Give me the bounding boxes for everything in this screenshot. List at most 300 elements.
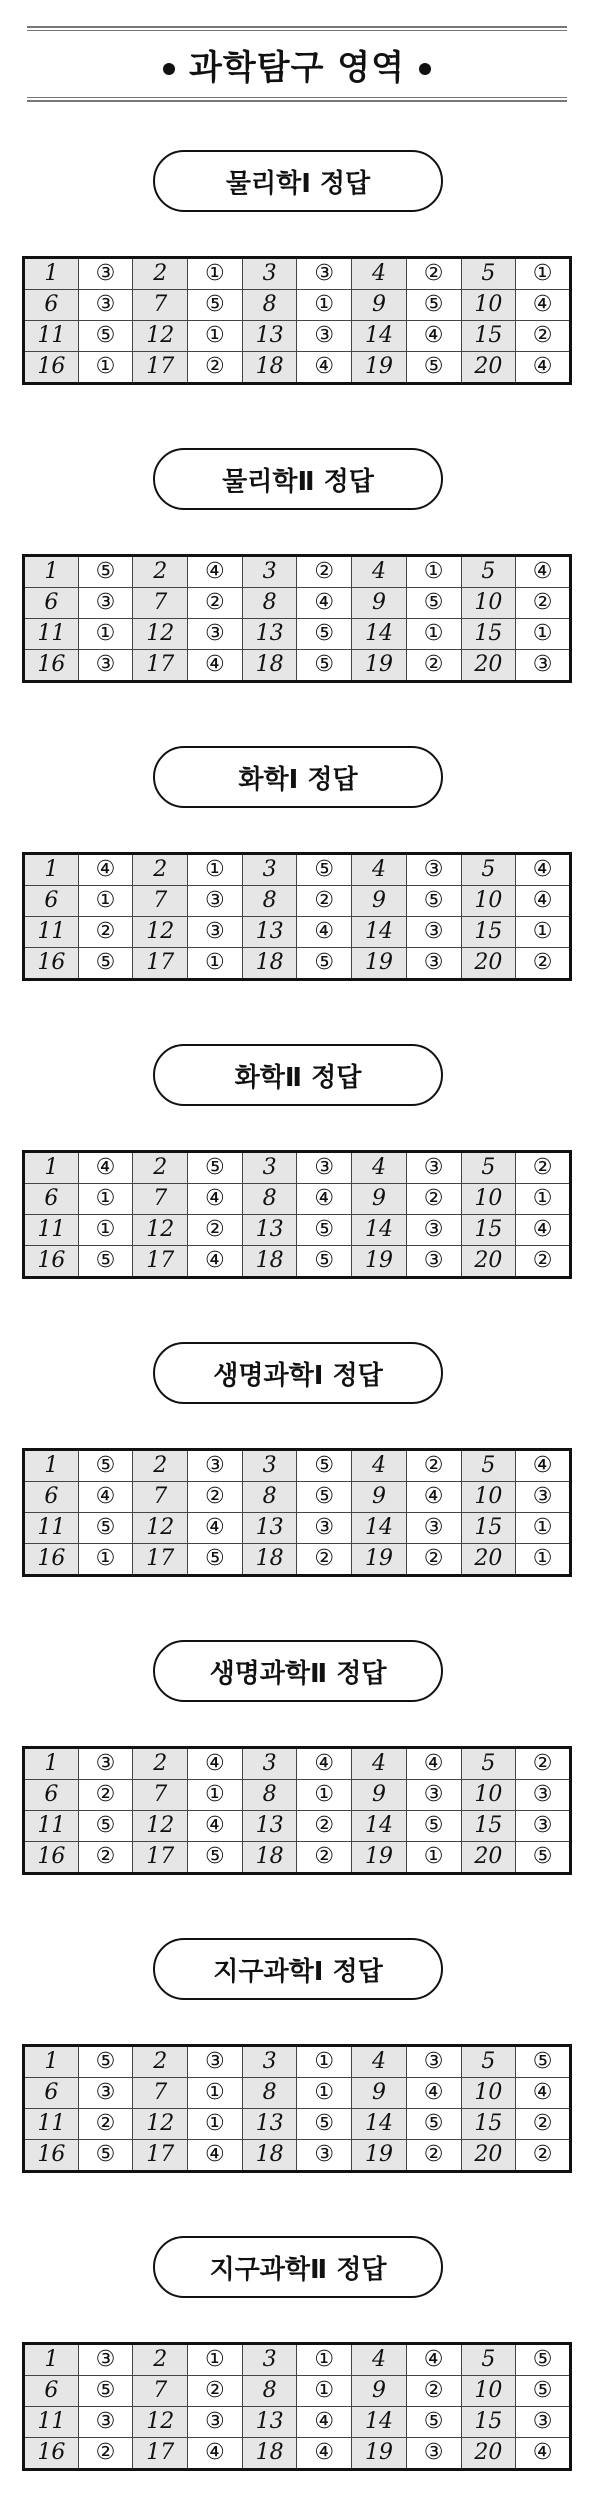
answer-mark: ③: [78, 258, 133, 290]
answer-mark: ①: [78, 1184, 133, 1215]
question-number: 16: [24, 2140, 79, 2172]
question-number: 1: [24, 2046, 79, 2078]
question-number: 11: [24, 917, 79, 948]
answer-mark: ①: [297, 290, 352, 321]
answer-mark: ⑤: [297, 2109, 352, 2140]
answer-mark: ③: [78, 2078, 133, 2109]
question-number: 10: [461, 1482, 516, 1513]
answer-mark: ①: [188, 854, 243, 886]
question-number: 8: [242, 1780, 297, 1811]
answer-mark: ③: [406, 2438, 461, 2470]
question-number: 2: [133, 1152, 188, 1184]
answer-mark: ⑤: [188, 1544, 243, 1576]
header-rule-bottom-inner: [27, 97, 567, 98]
answer-mark: ⑤: [188, 1152, 243, 1184]
table-row: [24, 321, 571, 352]
question-number: 8: [242, 886, 297, 917]
answer-mark: ①: [297, 2376, 352, 2407]
table-row: [24, 650, 571, 682]
question-number: 5: [461, 1748, 516, 1780]
question-number: 16: [24, 2438, 79, 2470]
question-number: 11: [24, 619, 79, 650]
answer-mark: ④: [516, 2078, 571, 2109]
answer-mark: ③: [516, 1482, 571, 1513]
table-row: [24, 948, 571, 980]
question-number: 19: [352, 352, 407, 384]
question-number: 13: [242, 619, 297, 650]
question-number: 4: [352, 2344, 407, 2376]
answer-mark: ②: [406, 1184, 461, 1215]
answer-mark: ②: [188, 1215, 243, 1246]
answer-mark: ④: [188, 556, 243, 588]
answer-mark: ④: [188, 2438, 243, 2470]
question-number: 19: [352, 650, 407, 682]
answer-mark: ③: [516, 1811, 571, 1842]
question-number: 20: [461, 352, 516, 384]
table-row: [24, 352, 571, 384]
answer-mark: ③: [406, 1152, 461, 1184]
header-rule-top-inner: [27, 30, 567, 31]
question-number: 17: [133, 2140, 188, 2172]
answer-mark: ④: [78, 1152, 133, 1184]
answer-table: [22, 2342, 572, 2471]
answer-mark: ③: [188, 1450, 243, 1482]
question-number: 15: [461, 1513, 516, 1544]
question-number: 11: [24, 1215, 79, 1246]
table-row: [24, 2344, 571, 2376]
answer-mark: ①: [188, 2344, 243, 2376]
page-header: [27, 26, 567, 102]
answer-mark: ⑤: [78, 2376, 133, 2407]
answer-mark: ②: [406, 1450, 461, 1482]
answer-mark: ①: [297, 2078, 352, 2109]
table-row: [24, 1482, 571, 1513]
answer-mark: ⑤: [78, 1513, 133, 1544]
answer-mark: ②: [516, 2140, 571, 2172]
question-number: 12: [133, 321, 188, 352]
question-number: 5: [461, 556, 516, 588]
table-row: [24, 2109, 571, 2140]
question-number: 6: [24, 2376, 79, 2407]
table-row: [24, 1780, 571, 1811]
answer-mark: ④: [516, 2438, 571, 2470]
answer-mark: ③: [188, 2407, 243, 2438]
answer-mark: ⑤: [406, 886, 461, 917]
question-number: 3: [242, 556, 297, 588]
question-number: 8: [242, 2376, 297, 2407]
table-row: [24, 917, 571, 948]
answer-mark: ③: [297, 2140, 352, 2172]
question-number: 20: [461, 2140, 516, 2172]
question-number: 10: [461, 2376, 516, 2407]
question-number: 13: [242, 917, 297, 948]
table-row: [24, 854, 571, 886]
answer-mark: ③: [188, 619, 243, 650]
question-number: 3: [242, 258, 297, 290]
answer-mark: ②: [188, 1482, 243, 1513]
answer-mark: ③: [297, 321, 352, 352]
question-number: 6: [24, 1184, 79, 1215]
answer-mark: ③: [406, 1513, 461, 1544]
question-number: 18: [242, 1246, 297, 1278]
answer-mark: ①: [297, 2046, 352, 2078]
answer-mark: ⑤: [78, 1811, 133, 1842]
answer-mark: ⑤: [188, 1842, 243, 1874]
answer-mark: ④: [516, 556, 571, 588]
answer-mark: ①: [78, 619, 133, 650]
table-row: [24, 258, 571, 290]
question-number: 6: [24, 1780, 79, 1811]
question-number: 15: [461, 321, 516, 352]
answer-mark: ④: [516, 290, 571, 321]
question-number: 12: [133, 619, 188, 650]
answer-mark: ②: [516, 1748, 571, 1780]
answer-mark: ⑤: [78, 321, 133, 352]
question-number: 17: [133, 948, 188, 980]
question-number: 16: [24, 1544, 79, 1576]
answer-mark: ①: [188, 321, 243, 352]
answer-mark: ⑤: [516, 1842, 571, 1874]
question-number: 13: [242, 1513, 297, 1544]
question-number: 2: [133, 2344, 188, 2376]
section-title: 물리학Ⅱ 정답: [153, 448, 443, 510]
question-number: 14: [352, 917, 407, 948]
answer-mark: ③: [78, 650, 133, 682]
answer-mark: ①: [516, 1544, 571, 1576]
answer-mark: ⑤: [188, 290, 243, 321]
question-number: 16: [24, 948, 79, 980]
answer-mark: ②: [297, 556, 352, 588]
section-title: 생명과학Ⅱ 정답: [153, 1640, 443, 1702]
question-number: 20: [461, 2438, 516, 2470]
question-number: 11: [24, 2109, 79, 2140]
question-number: 15: [461, 917, 516, 948]
question-number: 7: [133, 2376, 188, 2407]
question-number: 6: [24, 290, 79, 321]
question-number: 2: [133, 1748, 188, 1780]
answer-mark: ④: [188, 2140, 243, 2172]
answer-mark: ②: [297, 1544, 352, 1576]
answer-mark: ④: [297, 2407, 352, 2438]
answer-table: [22, 1448, 572, 1577]
question-number: 17: [133, 1246, 188, 1278]
question-number: 5: [461, 2344, 516, 2376]
question-number: 5: [461, 854, 516, 886]
question-number: 4: [352, 1748, 407, 1780]
question-number: 13: [242, 2109, 297, 2140]
answer-mark: ①: [516, 619, 571, 650]
table-row: [24, 1246, 571, 1278]
header-rule-top: [27, 26, 567, 28]
answer-mark: ⑤: [406, 2109, 461, 2140]
question-number: 1: [24, 1450, 79, 1482]
question-number: 16: [24, 1842, 79, 1874]
question-number: 15: [461, 1811, 516, 1842]
answer-mark: ④: [78, 854, 133, 886]
question-number: 4: [352, 556, 407, 588]
question-number: 9: [352, 1184, 407, 1215]
section-title: 지구과학Ⅰ 정답: [153, 1938, 443, 2000]
question-number: 15: [461, 2109, 516, 2140]
answer-mark: ④: [406, 1748, 461, 1780]
question-number: 19: [352, 1544, 407, 1576]
table-row: [24, 2438, 571, 2470]
answer-mark: ②: [297, 1842, 352, 1874]
question-number: 19: [352, 2140, 407, 2172]
answer-mark: ②: [78, 1842, 133, 1874]
question-number: 20: [461, 650, 516, 682]
question-number: 5: [461, 258, 516, 290]
question-number: 3: [242, 854, 297, 886]
question-number: 9: [352, 588, 407, 619]
table-row: [24, 556, 571, 588]
answer-mark: ③: [406, 1215, 461, 1246]
question-number: 4: [352, 258, 407, 290]
question-number: 3: [242, 1450, 297, 1482]
answer-mark: ①: [406, 556, 461, 588]
question-number: 13: [242, 321, 297, 352]
answer-mark: ⑤: [516, 2046, 571, 2078]
question-number: 17: [133, 1842, 188, 1874]
answer-mark: ③: [297, 1513, 352, 1544]
question-number: 4: [352, 1152, 407, 1184]
question-number: 15: [461, 619, 516, 650]
section-title: 화학Ⅱ 정답: [153, 1044, 443, 1106]
question-number: 19: [352, 2438, 407, 2470]
answer-mark: ⑤: [297, 1215, 352, 1246]
question-number: 19: [352, 948, 407, 980]
question-number: 4: [352, 1450, 407, 1482]
answer-mark: ①: [516, 1513, 571, 1544]
question-number: 2: [133, 1450, 188, 1482]
section-title: 화학Ⅰ 정답: [153, 746, 443, 808]
question-number: 8: [242, 290, 297, 321]
answer-mark: ③: [406, 2046, 461, 2078]
table-row: [24, 619, 571, 650]
answer-mark: ④: [516, 854, 571, 886]
question-number: 20: [461, 948, 516, 980]
question-number: 1: [24, 1152, 79, 1184]
question-number: 1: [24, 1748, 79, 1780]
answer-mark: ②: [78, 2109, 133, 2140]
question-number: 18: [242, 948, 297, 980]
table-row: [24, 1215, 571, 1246]
answer-table: [22, 852, 572, 981]
question-number: 9: [352, 1780, 407, 1811]
answer-mark: ④: [188, 650, 243, 682]
question-number: 17: [133, 1544, 188, 1576]
answer-mark: ②: [297, 886, 352, 917]
question-number: 10: [461, 2078, 516, 2109]
answer-mark: ⑤: [297, 619, 352, 650]
question-number: 6: [24, 886, 79, 917]
question-number: 13: [242, 2407, 297, 2438]
answer-mark: ①: [188, 1780, 243, 1811]
answer-mark: ⑤: [297, 1482, 352, 1513]
question-number: 18: [242, 1544, 297, 1576]
table-row: [24, 2376, 571, 2407]
table-row: [24, 1184, 571, 1215]
question-number: 1: [24, 854, 79, 886]
answer-mark: ⑤: [78, 948, 133, 980]
question-number: 11: [24, 1513, 79, 1544]
answer-mark: ④: [188, 1513, 243, 1544]
question-number: 17: [133, 352, 188, 384]
answer-mark: ①: [188, 2078, 243, 2109]
question-number: 2: [133, 556, 188, 588]
question-number: 8: [242, 2078, 297, 2109]
question-number: 10: [461, 588, 516, 619]
question-number: 7: [133, 290, 188, 321]
table-row: [24, 1842, 571, 1874]
table-row: [24, 2407, 571, 2438]
question-number: 10: [461, 1780, 516, 1811]
answer-mark: ④: [188, 1184, 243, 1215]
question-number: 14: [352, 1811, 407, 1842]
question-number: 17: [133, 2438, 188, 2470]
answer-mark: ④: [297, 1184, 352, 1215]
answer-mark: ③: [406, 1246, 461, 1278]
answer-mark: ②: [406, 2140, 461, 2172]
question-number: 19: [352, 1842, 407, 1874]
answer-table: [22, 554, 572, 683]
table-row: [24, 290, 571, 321]
answer-mark: ①: [188, 948, 243, 980]
answer-mark: ⑤: [78, 2140, 133, 2172]
answer-mark: ④: [406, 2344, 461, 2376]
answer-mark: ⑤: [78, 2046, 133, 2078]
answer-mark: ①: [516, 258, 571, 290]
answer-table: [22, 2044, 572, 2173]
answer-mark: ③: [406, 854, 461, 886]
answer-mark: ④: [406, 1482, 461, 1513]
question-number: 14: [352, 321, 407, 352]
answer-mark: ①: [297, 1780, 352, 1811]
answer-mark: ①: [516, 1184, 571, 1215]
answer-mark: ④: [406, 2078, 461, 2109]
question-number: 9: [352, 290, 407, 321]
question-number: 8: [242, 1184, 297, 1215]
question-number: 7: [133, 1780, 188, 1811]
answer-mark: ③: [516, 2407, 571, 2438]
table-row: [24, 1544, 571, 1576]
page-title: [149, 40, 445, 89]
question-number: 3: [242, 2344, 297, 2376]
answer-mark: ③: [78, 1748, 133, 1780]
question-number: 2: [133, 2046, 188, 2078]
question-number: 2: [133, 258, 188, 290]
answer-mark: ③: [188, 917, 243, 948]
question-number: 3: [242, 2046, 297, 2078]
answer-mark: ③: [188, 886, 243, 917]
answer-mark: ③: [406, 948, 461, 980]
answer-mark: ①: [78, 1215, 133, 1246]
table-row: [24, 2078, 571, 2109]
answer-mark: ②: [406, 1544, 461, 1576]
question-number: 11: [24, 321, 79, 352]
answer-table: [22, 1746, 572, 1875]
answer-mark: ④: [516, 1450, 571, 1482]
answer-mark: ②: [188, 352, 243, 384]
question-number: 19: [352, 1246, 407, 1278]
question-number: 8: [242, 588, 297, 619]
answer-mark: ⑤: [78, 1246, 133, 1278]
question-number: 5: [461, 2046, 516, 2078]
table-row: [24, 1152, 571, 1184]
answer-mark: ④: [297, 2438, 352, 2470]
question-number: 10: [461, 886, 516, 917]
answer-mark: ⑤: [297, 1246, 352, 1278]
answer-mark: ②: [78, 2438, 133, 2470]
answer-mark: ②: [188, 2376, 243, 2407]
answer-mark: ④: [188, 1748, 243, 1780]
answer-mark: ③: [516, 1780, 571, 1811]
question-number: 1: [24, 556, 79, 588]
question-number: 6: [24, 1482, 79, 1513]
answer-mark: ③: [406, 917, 461, 948]
answer-mark: ④: [516, 1215, 571, 1246]
answer-mark: ⑤: [406, 1811, 461, 1842]
question-number: 9: [352, 886, 407, 917]
answer-mark: ⑤: [516, 2344, 571, 2376]
answer-mark: ②: [188, 588, 243, 619]
table-row: [24, 886, 571, 917]
section-title: 물리학Ⅰ 정답: [153, 150, 443, 212]
answer-mark: ③: [188, 2046, 243, 2078]
answer-mark: ①: [516, 917, 571, 948]
question-number: 4: [352, 2046, 407, 2078]
question-number: 11: [24, 2407, 79, 2438]
answer-mark: ③: [78, 2344, 133, 2376]
section-title: 지구과학Ⅱ 정답: [153, 2236, 443, 2298]
question-number: 7: [133, 886, 188, 917]
answer-mark: ⑤: [297, 650, 352, 682]
answer-mark: ③: [297, 258, 352, 290]
answer-mark: ④: [406, 321, 461, 352]
question-number: 14: [352, 2407, 407, 2438]
question-number: 14: [352, 1215, 407, 1246]
answer-mark: ②: [406, 258, 461, 290]
question-number: 14: [352, 1513, 407, 1544]
answer-mark: ①: [406, 619, 461, 650]
answer-mark: ④: [78, 1482, 133, 1513]
answer-mark: ④: [297, 1748, 352, 1780]
answer-mark: ③: [78, 588, 133, 619]
question-number: 6: [24, 588, 79, 619]
answer-mark: ④: [188, 1246, 243, 1278]
question-number: 16: [24, 1246, 79, 1278]
question-number: 3: [242, 1152, 297, 1184]
page-title-text: 과학탐구 영역: [189, 47, 405, 88]
question-number: 7: [133, 2078, 188, 2109]
question-number: 18: [242, 2140, 297, 2172]
question-number: 20: [461, 1544, 516, 1576]
answer-mark: ④: [297, 588, 352, 619]
question-number: 12: [133, 917, 188, 948]
answer-mark: ①: [406, 1842, 461, 1874]
question-number: 9: [352, 1482, 407, 1513]
question-number: 13: [242, 1811, 297, 1842]
answer-mark: ②: [516, 588, 571, 619]
question-number: 8: [242, 1482, 297, 1513]
question-number: 1: [24, 258, 79, 290]
answer-mark: ⑤: [406, 2407, 461, 2438]
table-row: [24, 1450, 571, 1482]
answer-mark: ⑤: [406, 588, 461, 619]
question-number: 7: [133, 1184, 188, 1215]
answer-mark: ⑤: [406, 290, 461, 321]
question-number: 14: [352, 619, 407, 650]
